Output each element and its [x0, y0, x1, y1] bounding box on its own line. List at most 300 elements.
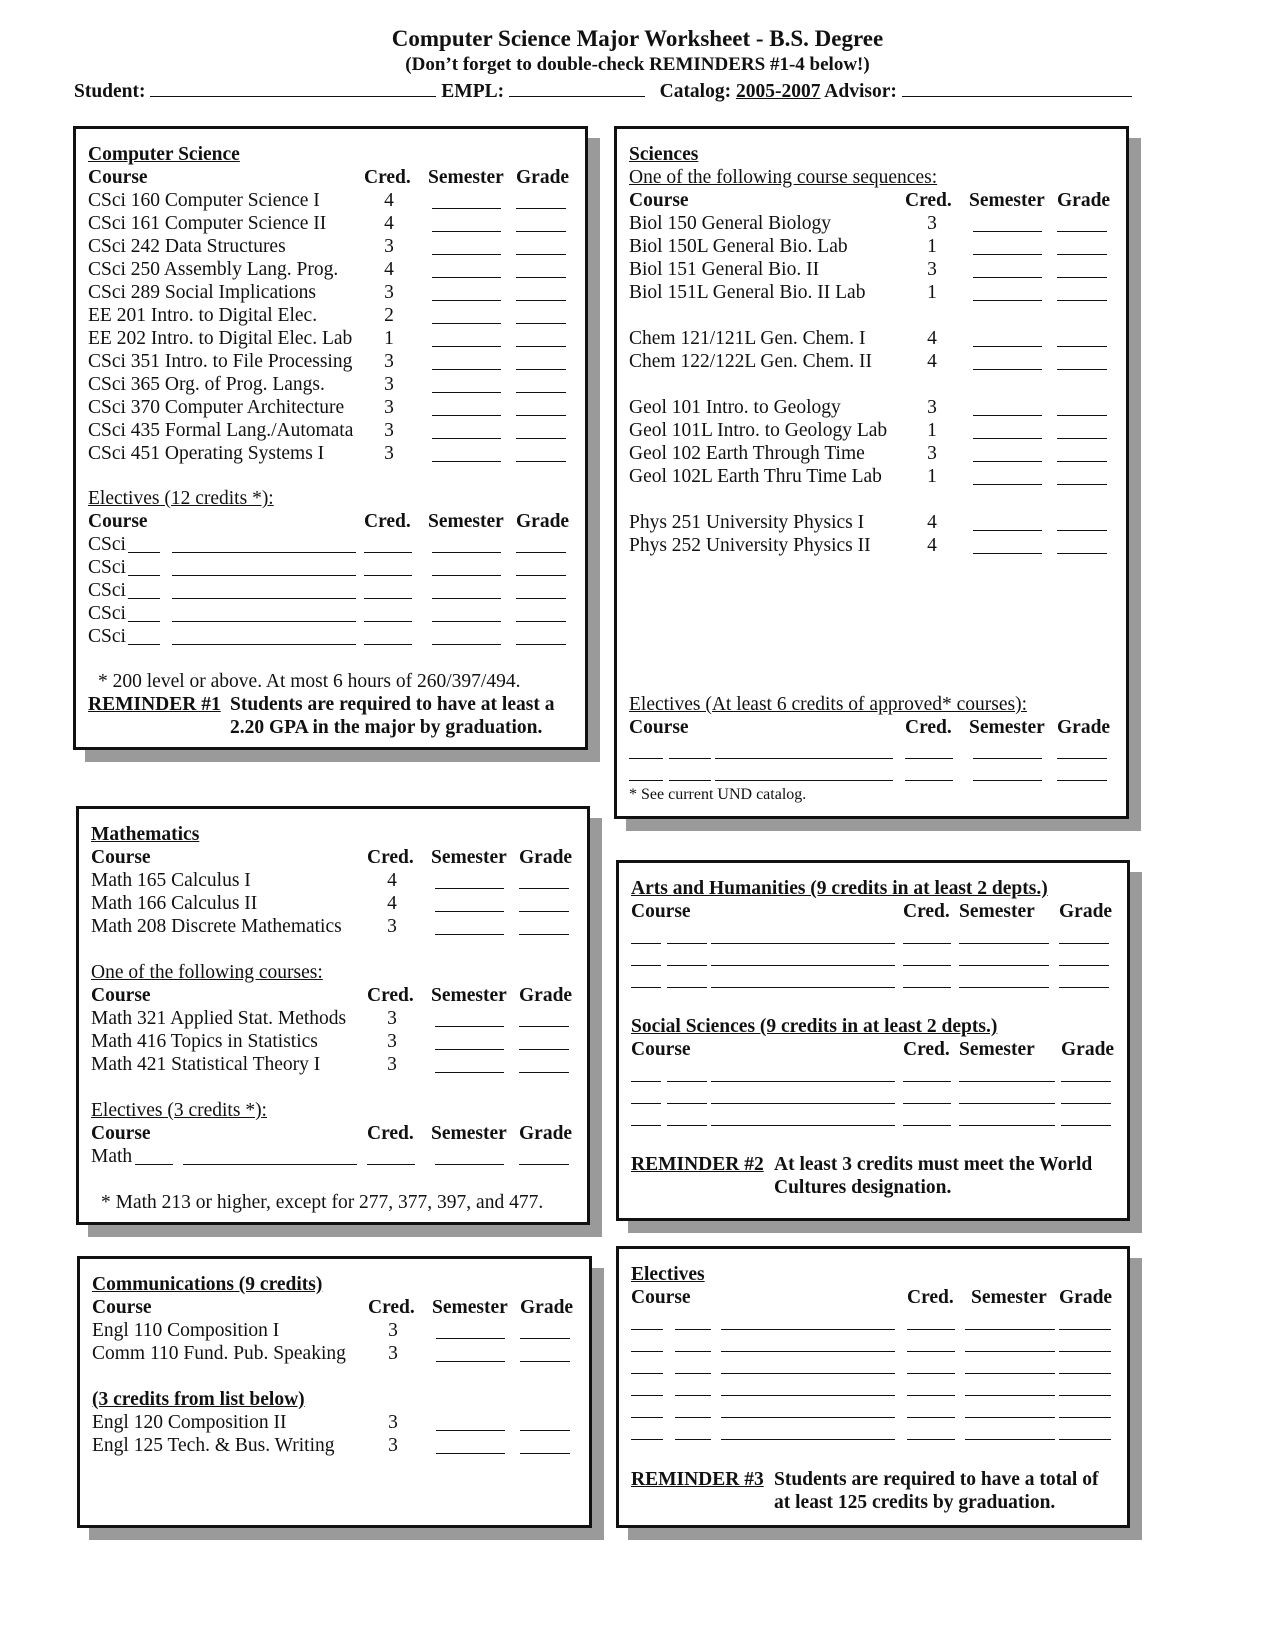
blank-line[interactable]	[903, 943, 951, 944]
blank-line[interactable]	[436, 1453, 505, 1454]
course-credits: 1	[927, 282, 937, 303]
blank-line[interactable]	[128, 575, 160, 576]
blank-line[interactable]	[631, 1081, 661, 1082]
blank-line[interactable]	[903, 1081, 951, 1082]
blank-line[interactable]	[172, 552, 356, 553]
reminder-label: REMINDER #1	[88, 694, 221, 715]
blank-line[interactable]	[520, 1361, 570, 1362]
col-semester: Semester	[971, 1287, 1047, 1308]
blank-line[interactable]	[432, 575, 501, 576]
blank-line[interactable]	[965, 1329, 1055, 1330]
blank-line[interactable]	[1057, 484, 1107, 485]
blank-line[interactable]	[973, 254, 1042, 255]
blank-line[interactable]	[669, 780, 711, 781]
col-grade: Grade	[1059, 1287, 1113, 1308]
blank-line[interactable]	[667, 1103, 707, 1104]
blank-line[interactable]	[516, 208, 566, 209]
blank-line[interactable]	[715, 780, 893, 781]
blank-line[interactable]	[973, 530, 1042, 531]
blank-line[interactable]	[1057, 277, 1107, 278]
reminder-text: Students are required to have at least a	[230, 694, 555, 715]
course-credits: 3	[927, 443, 937, 464]
course-name: Biol 150 General Biology	[629, 213, 832, 234]
blank-line[interactable]	[516, 346, 566, 347]
course-credits: 3	[387, 1008, 397, 1029]
electives-section	[616, 1246, 1130, 1528]
blank-line[interactable]	[435, 1049, 504, 1050]
col-cred: Cred.	[907, 1287, 954, 1308]
blank-line[interactable]	[669, 758, 711, 759]
blank-line[interactable]	[1057, 254, 1107, 255]
course-credits: 1	[927, 420, 937, 441]
blank-line[interactable]	[631, 1125, 661, 1126]
blank-line[interactable]	[631, 1103, 661, 1104]
communications-section	[77, 1256, 592, 1528]
course-name: CSci 242 Data Structures	[88, 236, 286, 257]
elective-prefix: CSci	[88, 603, 126, 624]
col-semester: Semester	[428, 511, 504, 532]
blank-line[interactable]	[436, 1338, 505, 1339]
course-name: EE 202 Intro. to Digital Elec. Lab	[88, 328, 353, 349]
blank-line[interactable]	[519, 1164, 569, 1165]
blank-line[interactable]	[1057, 780, 1107, 781]
course-name: Chem 122/122L Gen. Chem. II	[629, 351, 872, 372]
blank-line[interactable]	[675, 1351, 711, 1352]
blank-line[interactable]	[435, 1164, 504, 1165]
blank-line[interactable]	[172, 644, 356, 645]
col-cred: Cred.	[367, 985, 414, 1006]
blank-line[interactable]	[1059, 987, 1109, 988]
blank-line[interactable]	[631, 1439, 663, 1440]
blank-line[interactable]	[905, 780, 953, 781]
blank-line[interactable]	[519, 1072, 569, 1073]
blank-line[interactable]	[172, 575, 356, 576]
col-semester: Semester	[432, 1297, 508, 1318]
course-credits: 3	[388, 1412, 398, 1433]
course-credits: 3	[927, 213, 937, 234]
blank-line[interactable]	[364, 621, 412, 622]
blank-line[interactable]	[973, 346, 1042, 347]
blank-line[interactable]	[516, 598, 566, 599]
course-name: Geol 102L Earth Thru Time Lab	[629, 466, 882, 487]
col-grade: Grade	[519, 985, 573, 1006]
col-semester: Semester	[959, 901, 1035, 922]
blank-line[interactable]	[973, 415, 1042, 416]
elective-prefix: CSci	[88, 626, 126, 647]
section-title: Sciences	[629, 144, 699, 165]
blank-line[interactable]	[667, 1125, 707, 1126]
advisor-label: Advisor:	[824, 81, 897, 102]
blank-line[interactable]	[675, 1373, 711, 1374]
blank-line[interactable]	[965, 1373, 1055, 1374]
list-title: (3 credits from list below)	[92, 1389, 305, 1410]
blank-line[interactable]	[711, 965, 895, 966]
blank-line[interactable]	[1059, 1417, 1111, 1418]
blank-line[interactable]	[667, 1081, 707, 1082]
blank-line[interactable]	[965, 1439, 1055, 1440]
blank-line[interactable]	[631, 987, 661, 988]
section-title: Communications (9 credits)	[92, 1274, 323, 1295]
course-name: CSci 160 Computer Science I	[88, 190, 320, 211]
blank-line[interactable]	[1057, 369, 1107, 370]
course-credits: 3	[387, 916, 397, 937]
blank-line[interactable]	[516, 552, 566, 553]
empl-field[interactable]	[509, 78, 645, 97]
blank-line[interactable]	[516, 369, 566, 370]
blank-line[interactable]	[520, 1430, 570, 1431]
blank-line[interactable]	[520, 1338, 570, 1339]
blank-line[interactable]	[516, 644, 566, 645]
reminder-label: REMINDER #3	[631, 1469, 764, 1490]
blank-line[interactable]	[364, 644, 412, 645]
col-cred: Cred.	[367, 1123, 414, 1144]
col-grade: Grade	[1057, 717, 1111, 738]
blank-line[interactable]	[519, 934, 569, 935]
electives-title: Electives (At least 6 credits of approved* courses):	[629, 694, 1027, 715]
blank-line[interactable]	[631, 965, 661, 966]
blank-line[interactable]	[432, 277, 501, 278]
course-credits: 4	[387, 870, 397, 891]
blank-line[interactable]	[432, 438, 501, 439]
course-name: Engl 110 Composition I	[92, 1320, 280, 1341]
blank-line[interactable]	[367, 1164, 415, 1165]
electives-title: Electives (12 credits *):	[88, 488, 274, 509]
section-title: Mathematics	[91, 824, 200, 845]
course-credits: 3	[384, 420, 394, 441]
course-credits: 1	[927, 236, 937, 257]
reminder-text: Cultures designation.	[774, 1177, 952, 1198]
blank-line[interactable]	[903, 987, 951, 988]
blank-line[interactable]	[667, 987, 707, 988]
blank-line[interactable]	[973, 300, 1042, 301]
col-course: Course	[91, 985, 151, 1006]
course-name: CSci 365 Org. of Prog. Langs.	[88, 374, 325, 395]
col-cred: Cred.	[903, 1039, 950, 1060]
blank-line[interactable]	[432, 621, 501, 622]
col-course: Course	[629, 190, 689, 211]
course-credits: 4	[927, 351, 937, 372]
blank-line[interactable]	[905, 758, 953, 759]
blank-line[interactable]	[128, 552, 160, 553]
col-course: Course	[631, 901, 691, 922]
col-grade: Grade	[516, 511, 570, 532]
blank-line[interactable]	[965, 1395, 1055, 1396]
catalog-value[interactable]: 2005-2007	[735, 81, 821, 102]
blank-line[interactable]	[1057, 300, 1107, 301]
blank-line[interactable]	[432, 392, 501, 393]
blank-line[interactable]	[675, 1439, 711, 1440]
section-subtitle: One of the following course sequences:	[629, 167, 938, 188]
blank-line[interactable]	[631, 1417, 663, 1418]
col-grade: Grade	[519, 1123, 573, 1144]
col-semester: Semester	[969, 190, 1045, 211]
blank-line[interactable]	[519, 888, 569, 889]
reminder-label: REMINDER #2	[631, 1154, 764, 1175]
blank-line[interactable]	[432, 254, 501, 255]
blank-line[interactable]	[516, 575, 566, 576]
col-cred: Cred.	[367, 847, 414, 868]
student-field[interactable]	[150, 78, 436, 97]
blank-line[interactable]	[907, 1417, 955, 1418]
col-semester: Semester	[431, 1123, 507, 1144]
blank-line[interactable]	[432, 415, 501, 416]
col-cred: Cred.	[903, 901, 950, 922]
blank-line[interactable]	[432, 644, 501, 645]
col-semester: Semester	[428, 167, 504, 188]
blank-line[interactable]	[973, 484, 1042, 485]
blank-line[interactable]	[1057, 553, 1107, 554]
blank-line[interactable]	[959, 987, 1049, 988]
blank-line[interactable]	[907, 1351, 955, 1352]
blank-line[interactable]	[959, 965, 1049, 966]
blank-line[interactable]	[1057, 438, 1107, 439]
blank-line[interactable]	[516, 438, 566, 439]
blank-line[interactable]	[516, 323, 566, 324]
blank-line[interactable]	[629, 758, 663, 759]
blank-line[interactable]	[965, 1417, 1055, 1418]
blank-line[interactable]	[435, 1072, 504, 1073]
col-grade: Grade	[519, 847, 573, 868]
blank-line[interactable]	[1059, 1373, 1111, 1374]
blank-line[interactable]	[667, 965, 707, 966]
choice-title: One of the following courses:	[91, 962, 323, 983]
blank-line[interactable]	[183, 1164, 357, 1165]
blank-line[interactable]	[959, 1103, 1055, 1104]
blank-line[interactable]	[973, 780, 1042, 781]
blank-line[interactable]	[516, 231, 566, 232]
blank-line[interactable]	[721, 1439, 895, 1440]
blank-line[interactable]	[959, 1125, 1055, 1126]
blank-line[interactable]	[973, 369, 1042, 370]
blank-line[interactable]	[172, 621, 356, 622]
blank-line[interactable]	[128, 598, 160, 599]
blank-line[interactable]	[1057, 758, 1107, 759]
blank-line[interactable]	[631, 943, 661, 944]
blank-line[interactable]	[907, 1373, 955, 1374]
blank-line[interactable]	[435, 1026, 504, 1027]
course-name: CSci 435 Formal Lang./Automata	[88, 420, 354, 441]
blank-line[interactable]	[436, 1361, 505, 1362]
blank-line[interactable]	[364, 598, 412, 599]
blank-line[interactable]	[364, 575, 412, 576]
blank-line[interactable]	[519, 911, 569, 912]
blank-line[interactable]	[721, 1395, 895, 1396]
blank-line[interactable]	[721, 1373, 895, 1374]
blank-line[interactable]	[715, 758, 893, 759]
blank-line[interactable]	[516, 621, 566, 622]
footnote: * Math 213 or higher, except for 277, 377, 397, and 477.	[101, 1192, 544, 1213]
blank-line[interactable]	[973, 758, 1042, 759]
blank-line[interactable]	[907, 1329, 955, 1330]
blank-line[interactable]	[432, 346, 501, 347]
blank-line[interactable]	[631, 1329, 663, 1330]
blank-line[interactable]	[1061, 1081, 1111, 1082]
elective-prefix: Math	[91, 1146, 133, 1167]
blank-line[interactable]	[432, 552, 501, 553]
blank-line[interactable]	[172, 598, 356, 599]
course-name: Phys 252 University Physics II	[629, 535, 871, 556]
col-course: Course	[91, 847, 151, 868]
course-name: CSci 161 Computer Science II	[88, 213, 327, 234]
blank-line[interactable]	[432, 208, 501, 209]
advisor-field[interactable]	[902, 78, 1132, 97]
blank-line[interactable]	[432, 369, 501, 370]
blank-line[interactable]	[629, 780, 663, 781]
computer-science-section	[73, 126, 588, 750]
col-course: Course	[91, 1123, 151, 1144]
blank-line[interactable]	[903, 965, 951, 966]
blank-line[interactable]	[721, 1351, 895, 1352]
col-semester: Semester	[969, 717, 1045, 738]
blank-line[interactable]	[1057, 415, 1107, 416]
blank-line[interactable]	[519, 1049, 569, 1050]
blank-line[interactable]	[516, 300, 566, 301]
course-name: CSci 370 Computer Architecture	[88, 397, 345, 418]
course-credits: 3	[384, 282, 394, 303]
section-title: Electives	[631, 1264, 705, 1285]
blank-line[interactable]	[903, 1125, 951, 1126]
blank-line[interactable]	[432, 598, 501, 599]
blank-line[interactable]	[1061, 1125, 1111, 1126]
course-credits: 3	[927, 397, 937, 418]
course-name: Engl 125 Tech. & Bus. Writing	[92, 1435, 335, 1456]
col-semester: Semester	[431, 847, 507, 868]
course-credits: 4	[927, 535, 937, 556]
course-credits: 3	[387, 1031, 397, 1052]
blank-line[interactable]	[128, 621, 160, 622]
blank-line[interactable]	[364, 552, 412, 553]
course-credits: 3	[387, 1054, 397, 1075]
col-course: Course	[631, 1039, 691, 1060]
blank-line[interactable]	[721, 1417, 895, 1418]
page-subtitle: (Don’t forget to double-check REMINDERS #1-4 below!)	[405, 54, 870, 75]
blank-line[interactable]	[520, 1453, 570, 1454]
blank-line[interactable]	[436, 1430, 505, 1431]
blank-line[interactable]	[631, 1351, 663, 1352]
blank-line[interactable]	[1059, 943, 1109, 944]
blank-line[interactable]	[675, 1329, 711, 1330]
section-title: Computer Science	[88, 144, 240, 165]
blank-line[interactable]	[516, 392, 566, 393]
blank-line[interactable]	[973, 231, 1042, 232]
col-cred: Cred.	[905, 717, 952, 738]
blank-line[interactable]	[675, 1395, 711, 1396]
blank-line[interactable]	[973, 553, 1042, 554]
blank-line[interactable]	[959, 943, 1049, 944]
blank-line[interactable]	[519, 1026, 569, 1027]
col-grade: Grade	[1061, 1039, 1115, 1060]
blank-line[interactable]	[711, 1125, 895, 1126]
student-label: Student:	[74, 81, 146, 102]
header-fields	[74, 78, 1132, 103]
blank-line[interactable]	[1059, 1395, 1111, 1396]
footnote: * 200 level or above. At most 6 hours of 260/397/494.	[98, 671, 521, 692]
blank-line[interactable]	[435, 934, 504, 935]
course-name: EE 201 Intro. to Digital Elec.	[88, 305, 318, 326]
course-name: CSci 451 Operating Systems I	[88, 443, 325, 464]
blank-line[interactable]	[973, 461, 1042, 462]
course-credits: 3	[384, 397, 394, 418]
blank-line[interactable]	[907, 1439, 955, 1440]
blank-line[interactable]	[516, 415, 566, 416]
col-grade: Grade	[1057, 190, 1111, 211]
social-title: Social Sciences (9 credits in at least 2 depts.)	[631, 1016, 998, 1037]
blank-line[interactable]	[973, 277, 1042, 278]
reminder-text: 2.20 GPA in the major by graduation.	[230, 717, 543, 738]
blank-line[interactable]	[516, 254, 566, 255]
course-credits: 4	[927, 512, 937, 533]
blank-line[interactable]	[631, 1395, 663, 1396]
blank-line[interactable]	[907, 1395, 955, 1396]
course-credits: 4	[384, 190, 394, 211]
course-credits: 3	[384, 351, 394, 372]
reminder-text: at least 125 credits by graduation.	[774, 1492, 1056, 1513]
blank-line[interactable]	[903, 1103, 951, 1104]
course-credits: 4	[384, 259, 394, 280]
blank-line[interactable]	[711, 943, 895, 944]
course-credits: 1	[384, 328, 394, 349]
blank-line[interactable]	[435, 911, 504, 912]
blank-line[interactable]	[1059, 1439, 1111, 1440]
reminder-text: At least 3 credits must meet the World	[774, 1154, 1093, 1175]
blank-line[interactable]	[432, 323, 501, 324]
col-course: Course	[92, 1297, 152, 1318]
blank-line[interactable]	[667, 943, 707, 944]
blank-line[interactable]	[631, 1373, 663, 1374]
blank-line[interactable]	[1057, 231, 1107, 232]
course-name: Math 165 Calculus I	[91, 870, 251, 891]
course-name: Math 166 Calculus II	[91, 893, 258, 914]
blank-line[interactable]	[516, 277, 566, 278]
blank-line[interactable]	[432, 231, 501, 232]
blank-line[interactable]	[1059, 965, 1109, 966]
blank-line[interactable]	[1059, 1329, 1111, 1330]
blank-line[interactable]	[516, 461, 566, 462]
blank-line[interactable]	[965, 1351, 1055, 1352]
course-name: Geol 101 Intro. to Geology	[629, 397, 841, 418]
course-credits: 4	[387, 893, 397, 914]
blank-line[interactable]	[435, 888, 504, 889]
blank-line[interactable]	[432, 461, 501, 462]
course-credits: 3	[927, 259, 937, 280]
blank-line[interactable]	[135, 1164, 173, 1165]
blank-line[interactable]	[1057, 461, 1107, 462]
arts-title: Arts and Humanities (9 credits in at least 2 depts.)	[631, 878, 1048, 899]
blank-line[interactable]	[959, 1081, 1055, 1082]
blank-line[interactable]	[1057, 346, 1107, 347]
blank-line[interactable]	[432, 300, 501, 301]
col-semester: Semester	[431, 985, 507, 1006]
course-name: Math 416 Topics in Statistics	[91, 1031, 318, 1052]
catalog-label: Catalog:	[659, 81, 732, 102]
blank-line[interactable]	[1061, 1103, 1111, 1104]
blank-line[interactable]	[711, 1103, 895, 1104]
course-name: Phys 251 University Physics I	[629, 512, 865, 533]
course-name: Math 321 Applied Stat. Methods	[91, 1008, 347, 1029]
blank-line[interactable]	[128, 644, 160, 645]
blank-line[interactable]	[711, 987, 895, 988]
blank-line[interactable]	[1057, 530, 1107, 531]
blank-line[interactable]	[675, 1417, 711, 1418]
blank-line[interactable]	[711, 1081, 895, 1082]
blank-line[interactable]	[1059, 1351, 1111, 1352]
blank-line[interactable]	[973, 438, 1042, 439]
electives-title: Electives (3 credits *):	[91, 1100, 267, 1121]
col-course: Course	[631, 1287, 691, 1308]
course-credits: 2	[384, 305, 394, 326]
course-name: Chem 121/121L Gen. Chem. I	[629, 328, 866, 349]
blank-line[interactable]	[721, 1329, 895, 1330]
